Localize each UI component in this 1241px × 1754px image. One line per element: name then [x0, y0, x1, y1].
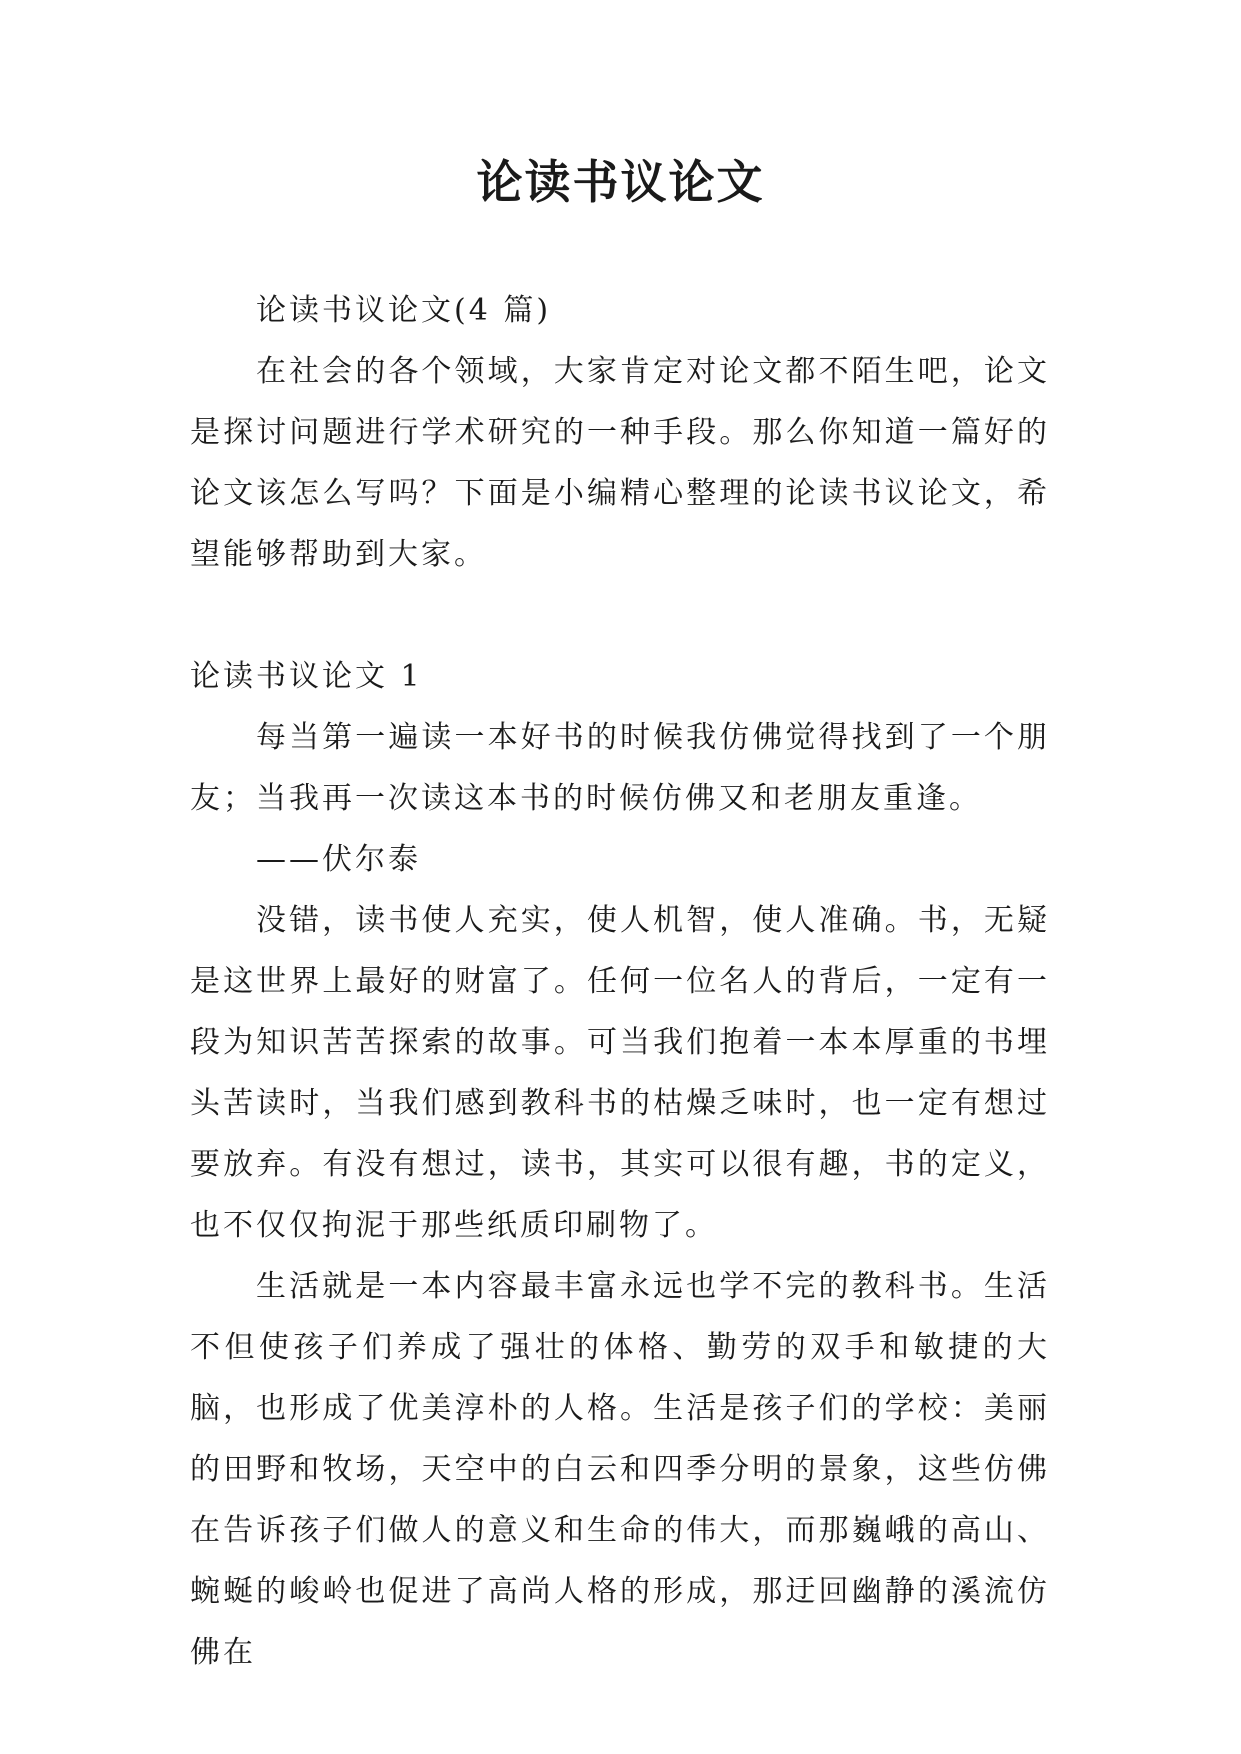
subtitle-line: 论读书议论文(4 篇) [256, 293, 552, 328]
quote-paragraph: 每当第一遍读一本好书的时候我仿佛觉得找到了一个朋友；当我再一次读这本书的时候仿佛又和老朋友重逢。 [190, 720, 1050, 816]
document-body [190, 280, 1050, 1683]
quote-attribution: ——伏尔泰 [256, 842, 421, 877]
section-heading: 论读书议论文 1 [190, 659, 423, 694]
body-paragraph: 没错，读书使人充实，使人机智，使人准确。书，无疑是这世界上最好的财富了。任何一位名人的背后，一定有一段为知识苦苦探索的故事。可当我们抱着一本本厚重的书埋头苦读时，当我们感到教科书的枯燥乏味时，也一定有想过要放弃。有没有想过，读书，其实可以很有趣，书的定义，也不仅仅拘泥于那些纸质印刷物了。 [190, 903, 1050, 1243]
body-paragraph: 生活就是一本内容最丰富永远也学不完的教科书。生活不但使孩子们养成了强壮的体格、勤劳的双手和敏捷的大脑，也形成了优美淳朴的人格。生活是孩子们的学校：美丽的田野和牧场，天空中的白云和四季分明的景象，这些仿佛在告诉孩子们做人的意义和生命的伟大，而那巍峨的高山、蜿蜒的峻岭也促进了高尚人格的形成，那迂回幽静的溪流仿佛在 [190, 1269, 1050, 1670]
document-title: 论读书议论文 [476, 155, 765, 209]
intro-paragraph: 在社会的各个领域，大家肯定对论文都不陌生吧，论文是探讨问题进行学术研究的一种手段。那么你知道一篇好的论文该怎么写吗？下面是小编精心整理的论读书议论文，希望能够帮助到大家。 [190, 354, 1050, 572]
